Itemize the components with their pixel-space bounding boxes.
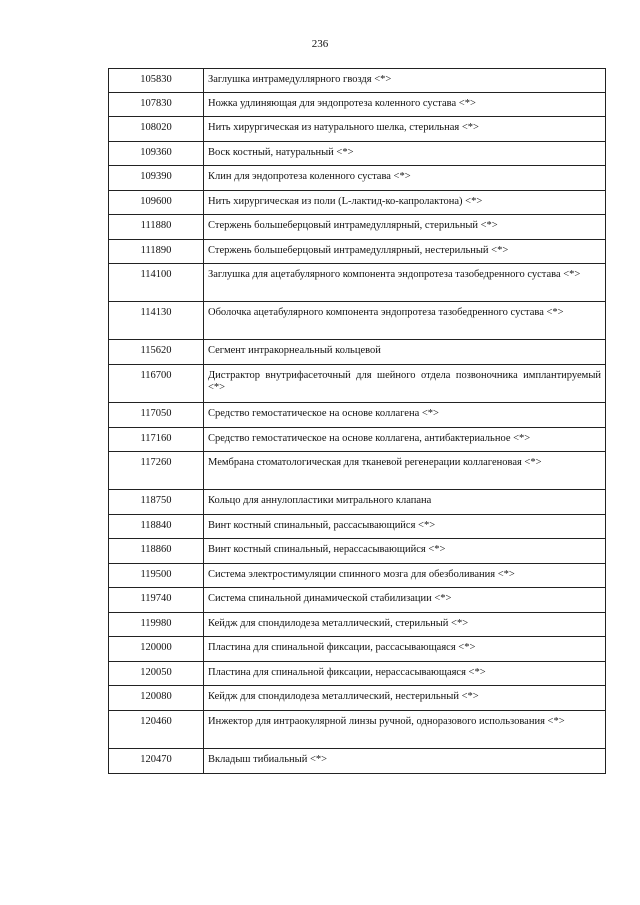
name-cell: Стержень большеберцовый интрамедуллярный, стерильный <*> <box>204 215 606 240</box>
table-row <box>109 191 606 215</box>
table-row <box>109 452 606 490</box>
code-cell: 114100 <box>109 264 204 302</box>
name-cell: Клин для эндопротеза коленного сустава <*> <box>204 166 606 191</box>
name-cell: Мембрана стоматологическая для тканевой регенерации коллагеновая <*> <box>204 452 606 490</box>
name-cell: Воск костный, натуральный <*> <box>204 142 606 166</box>
code-cell: 118750 <box>109 490 204 515</box>
table-row <box>109 613 606 637</box>
code-cell: 118860 <box>109 539 204 564</box>
table-row <box>109 564 606 588</box>
code-cell: 120000 <box>109 637 204 662</box>
table-body <box>109 69 606 774</box>
code-cell: 109360 <box>109 142 204 166</box>
name-cell: Кейдж для спондилодеза металлический, нестерильный <*> <box>204 686 606 711</box>
table-row <box>109 515 606 539</box>
table-row <box>109 142 606 166</box>
name-cell: Нить хирургическая из поли (L-лактид-ко-капролактона) <*> <box>204 191 606 215</box>
table-row <box>109 711 606 749</box>
code-cell: 119980 <box>109 613 204 637</box>
table-row <box>109 588 606 613</box>
code-cell: 109390 <box>109 166 204 191</box>
name-cell: Инжектор для интраокулярной линзы ручной, одноразового использования <*> <box>204 711 606 749</box>
name-cell: Заглушка для ацетабулярного компонента эндопротеза тазобедренного сустава <*> <box>204 264 606 302</box>
table-row <box>109 302 606 340</box>
name-cell: Пластина для спинальной фиксации, рассасывающаяся <*> <box>204 637 606 662</box>
code-cell: 119500 <box>109 564 204 588</box>
table-row <box>109 117 606 142</box>
code-cell: 120050 <box>109 662 204 686</box>
code-cell: 119740 <box>109 588 204 613</box>
name-cell: Система спинальной динамической стабилизации <*> <box>204 588 606 613</box>
code-cell: 108020 <box>109 117 204 142</box>
table-row <box>109 93 606 117</box>
table-row <box>109 490 606 515</box>
name-cell: Стержень большеберцовый интрамедуллярный, нестерильный <*> <box>204 240 606 264</box>
table-row <box>109 539 606 564</box>
code-cell: 116700 <box>109 365 204 403</box>
code-cell: 111890 <box>109 240 204 264</box>
table-row <box>109 403 606 428</box>
name-cell: Нить хирургическая из натурального шелка, стерильная <*> <box>204 117 606 142</box>
code-cell: 111880 <box>109 215 204 240</box>
table-row <box>109 686 606 711</box>
name-cell: Сегмент интракорнеальный кольцевой <box>204 340 606 365</box>
name-cell: Кейдж для спондилодеза металлический, стерильный <*> <box>204 613 606 637</box>
name-cell: Винт костный спинальный, рассасывающийся <*> <box>204 515 606 539</box>
name-cell: Дистрактор внутрифасеточный для шейного отдела позвоночника имплантируемый <*> <box>204 365 606 403</box>
code-cell: 120460 <box>109 711 204 749</box>
name-cell: Винт костный спинальный, нерассасывающийся <*> <box>204 539 606 564</box>
page-number: 236 <box>311 38 329 50</box>
code-cell: 114130 <box>109 302 204 340</box>
table-row <box>109 340 606 365</box>
code-cell: 117160 <box>109 428 204 452</box>
code-cell: 117050 <box>109 403 204 428</box>
code-cell: 117260 <box>109 452 204 490</box>
code-cell: 120080 <box>109 686 204 711</box>
table-row <box>109 428 606 452</box>
table-row <box>109 637 606 662</box>
table-row <box>109 264 606 302</box>
name-cell: Средство гемостатическое на основе коллагена, антибактериальное <*> <box>204 428 606 452</box>
code-cell: 118840 <box>109 515 204 539</box>
table-row <box>109 240 606 264</box>
code-cell: 105830 <box>109 69 204 93</box>
name-cell: Средство гемостатическое на основе коллагена <*> <box>204 403 606 428</box>
device-code-table <box>108 68 606 774</box>
code-cell: 115620 <box>109 340 204 365</box>
table-row <box>109 365 606 403</box>
name-cell: Вкладыш тибиальный <*> <box>204 749 606 774</box>
code-cell: 120470 <box>109 749 204 774</box>
name-cell: Оболочка ацетабулярного компонента эндопротеза тазобедренного сустава <*> <box>204 302 606 340</box>
name-cell: Заглушка интрамедуллярного гвоздя <*> <box>204 69 606 93</box>
table-row <box>109 662 606 686</box>
name-cell: Ножка удлиняющая для эндопротеза коленного сустава <*> <box>204 93 606 117</box>
code-cell: 107830 <box>109 93 204 117</box>
table-row <box>109 215 606 240</box>
code-cell: 109600 <box>109 191 204 215</box>
name-cell: Пластина для спинальной фиксации, нерассасывающаяся <*> <box>204 662 606 686</box>
name-cell: Система электростимуляции спинного мозга для обезболивания <*> <box>204 564 606 588</box>
name-cell: Кольцо для аннулопластики митрального клапана <box>204 490 606 515</box>
table-row <box>109 749 606 774</box>
table-row <box>109 166 606 191</box>
table-row <box>109 69 606 93</box>
